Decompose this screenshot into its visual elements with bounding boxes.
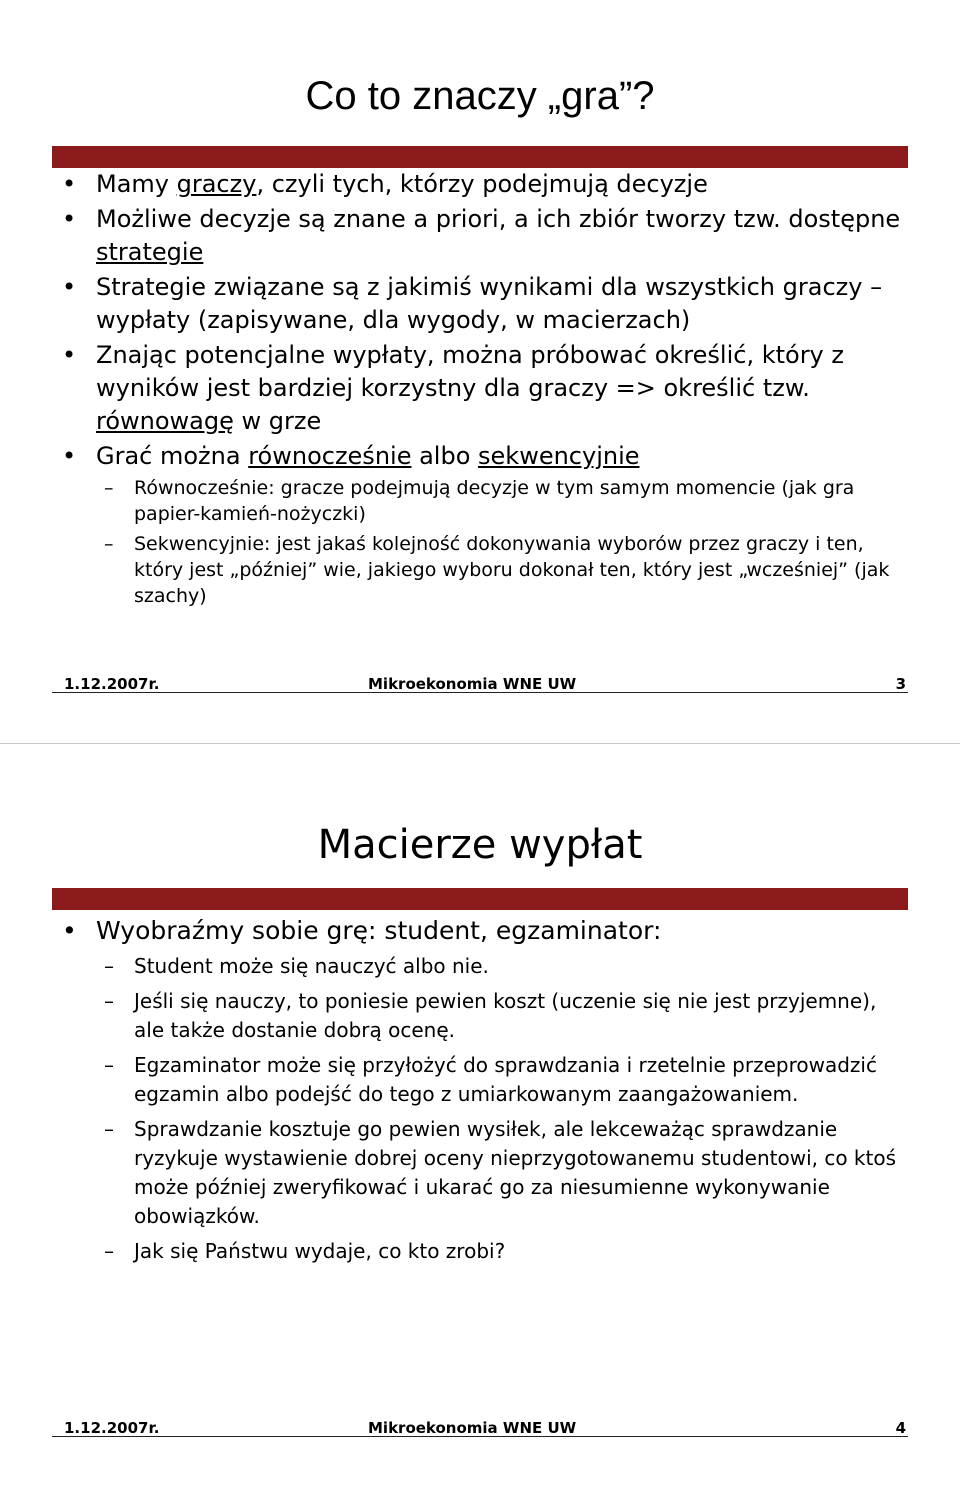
bullet-item: • Znając potencjalne wypłaty, można próbować określić, który z wyników jest bardziej korzystny dla graczy => określić tzw. równowagę w grze <box>62 341 844 435</box>
slide-content <box>62 168 908 613</box>
dash-marker: – <box>104 1117 114 1141</box>
bullet-item: • Strategie związane są z jakimiś wynikami dla wszystkich graczy – wypłaty (zapisywane, dla wygody, w macierzach) <box>62 273 883 334</box>
bullet-marker: • <box>62 341 77 369</box>
bullet-marker: • <box>62 170 77 198</box>
term-underlined: strategie <box>96 238 204 266</box>
bullet-item: • Mamy graczy, czyli tych, którzy podejmują decyzje <box>62 168 908 201</box>
dash-marker: – <box>104 1239 114 1263</box>
slide-4 <box>0 744 960 1489</box>
dash-marker: – <box>104 1053 114 1077</box>
footer-course: Mikroekonomia WNE UW <box>368 675 577 693</box>
slide-3 <box>0 0 960 744</box>
term-underlined: sekwencyjnie <box>478 442 640 470</box>
term-underlined: równowagę <box>96 407 234 435</box>
bullet-marker: • <box>62 442 77 470</box>
sub-bullet-item: – Sprawdzanie kosztuje go pewien wysiłek, ale lekceważąc sprawdzanie ryzykuje wystawienie dobrej oceny nieprzygotowanemu studentowi, co ktoś może później zweryfikować i ukarać go za niesumienne wykonywanie obowiązków. <box>104 1117 897 1228</box>
title-accent-bar <box>52 146 908 168</box>
dash-marker: – <box>104 533 114 555</box>
footer-course: Mikroekonomia WNE UW <box>368 1419 577 1437</box>
bullet-item: • Grać można równocześnie albo sekwencyjnie <box>62 440 908 473</box>
slide-content <box>62 916 908 1272</box>
page-number: 3 <box>895 675 906 693</box>
footer-date: 1.12.2007r. <box>64 1419 160 1437</box>
sub-bullet-item: – Równocześnie: gracze podejmują decyzje w tym samym momencie (jak gra papier-kamień-nożyczki) <box>104 477 855 525</box>
dash-marker: – <box>104 477 114 499</box>
term-underlined: graczy <box>176 170 257 198</box>
bullet-item: • Wyobraźmy sobie grę: student, egzaminator: <box>62 916 662 945</box>
sub-bullet-item: – Jeśli się nauczy, to poniesie pewien koszt (uczenie się nie jest przyjemne), ale także dostanie dobrą ocenę. <box>104 989 877 1042</box>
bullet-marker: • <box>62 916 77 945</box>
bullet-marker: • <box>62 205 77 233</box>
bullet-marker: • <box>62 273 77 301</box>
bullet-item: • Możliwe decyzje są znane a priori, a ich zbiór tworzy tzw. dostępne strategie <box>62 205 901 266</box>
sub-bullet-item: – Sekwencyjnie: jest jakaś kolejność dokonywania wyborów przez graczy i ten, który jest „później” wie, jakiego wyboru dokonał ten, który jest „wcześniej” (jak szachy) <box>104 533 890 607</box>
sub-bullet-item: – Egzaminator może się przyłożyć do sprawdzania i rzetelnie przeprowadzić egzamin albo podejść do tego z umiarkowanym zaangażowaniem. <box>104 1053 877 1106</box>
dash-marker: – <box>104 954 114 978</box>
sub-bullet-item: – Student może się nauczyć albo nie. <box>62 952 908 981</box>
dash-marker: – <box>104 989 114 1013</box>
title-accent-bar <box>52 888 908 910</box>
slide-footer <box>52 676 908 693</box>
slide-title: Macierze wypłat <box>317 822 643 868</box>
footer-date: 1.12.2007r. <box>64 675 160 693</box>
term-underlined: równocześnie <box>248 442 412 470</box>
sub-bullet-item: – Jak się Państwu wydaje, co kto zrobi? <box>62 1237 908 1266</box>
page-number: 4 <box>895 1419 906 1437</box>
slide-title: Co to znaczy „gra”? <box>305 74 655 118</box>
slide-footer <box>52 1420 908 1437</box>
